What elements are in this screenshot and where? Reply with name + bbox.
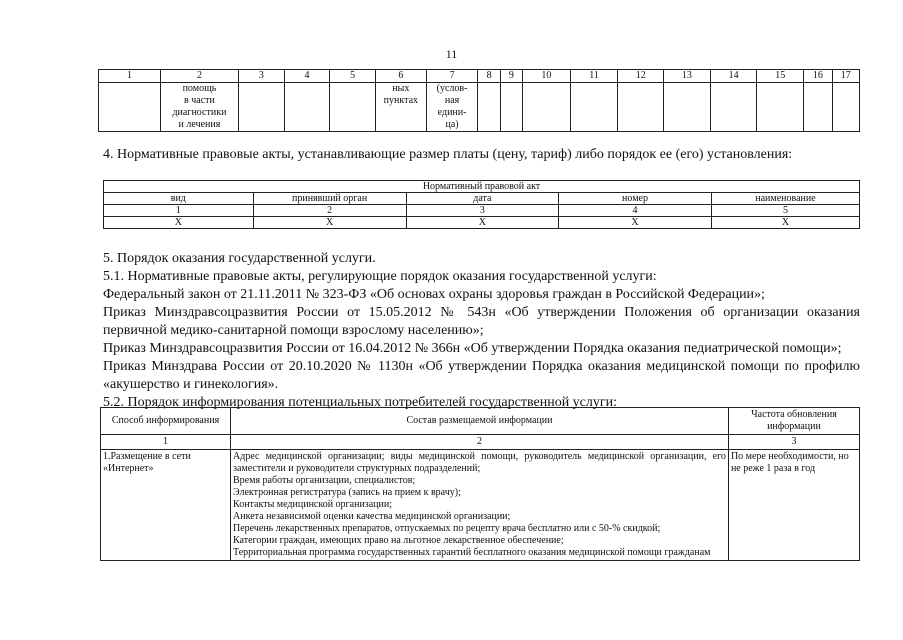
section-5-1-heading: 5.1. Нормативные правовые акты, регулирующие порядок оказания государственной услуги: (103, 269, 657, 284)
normative-acts-table (103, 180, 860, 229)
legal-act: Приказ Минздравсоцразвития России от 15.05.2012 № 543н «Об утверждении Положения об организации оказания первичной медико-санитарной помощи взрослому населению»; (103, 305, 860, 338)
table-cell: 1 (101, 435, 231, 450)
table-cell (832, 83, 859, 132)
column-number: 13 (664, 70, 711, 83)
table-cell: 4 (559, 205, 712, 217)
list-item: Время работы организации, специалистов; (233, 475, 416, 486)
section-5-heading: 5. Порядок оказания государственной услуги. (103, 251, 376, 266)
column-header: Частота обновления информации (728, 408, 859, 435)
table-header-row (101, 408, 860, 435)
table-cell (618, 83, 664, 132)
list-item: Электронная регистратура (запись на прием к врачу); (233, 487, 461, 498)
column-number: 17 (832, 70, 859, 83)
table-row (104, 217, 860, 229)
legal-act: Федеральный закон от 21.11.2011 № 323-ФЗ «Об основах охраны здоровья граждан в Российской Федерации»; (103, 287, 765, 302)
table-cell (330, 83, 376, 132)
column-number: 2 (160, 70, 238, 83)
table-cell (804, 83, 832, 132)
table-title: Нормативный правовой акт (104, 181, 860, 193)
informing-method: 1.Размещение в сети «Интернет» (101, 450, 231, 561)
table-cell (478, 83, 500, 132)
table-cell (99, 83, 161, 132)
column-header: дата (406, 193, 559, 205)
table-row (99, 83, 860, 132)
column-header: наименование (711, 193, 859, 205)
section-5-2-heading: 5.2. Порядок информирования потенциальных потребителей государственной услуги: (103, 395, 618, 410)
column-number: 4 (284, 70, 330, 83)
table-cell: X (711, 217, 859, 229)
table-cell: X (253, 217, 406, 229)
table-row (101, 435, 860, 450)
services-volume-table (98, 69, 860, 132)
table-cell: 3 (728, 435, 859, 450)
table-cell (284, 83, 330, 132)
section-5 (103, 250, 860, 412)
column-header: Состав размещаемой информации (231, 408, 729, 435)
column-number: 16 (804, 70, 832, 83)
table-row (101, 450, 860, 561)
table-cell: (услов- ная едини- ца) (426, 83, 478, 132)
column-number: 7 (426, 70, 478, 83)
column-number: 14 (710, 70, 757, 83)
table-header-row (99, 70, 860, 83)
table-cell (239, 83, 285, 132)
column-number: 5 (330, 70, 376, 83)
table-cell (500, 83, 522, 132)
list-item: Территориальная программа государственных гарантий бесплатного оказания медицинской помощи гражданам (233, 547, 711, 558)
table-cell: X (104, 217, 254, 229)
column-number: 3 (239, 70, 285, 83)
table-cell: X (559, 217, 712, 229)
table-cell: 3 (406, 205, 559, 217)
informing-table (100, 407, 860, 561)
list-item: Категории граждан, имеющих право на льготное лекарственное обеспечение; (233, 535, 564, 546)
table-cell: 1 (104, 205, 254, 217)
column-number: 11 (570, 70, 618, 83)
table-cell: 2 (253, 205, 406, 217)
column-number: 12 (618, 70, 664, 83)
column-number: 1 (99, 70, 161, 83)
table-cell: помощь в части диагностики и лечения (160, 83, 238, 132)
page-number: 11 (445, 47, 458, 61)
column-header: вид (104, 193, 254, 205)
table-cell (570, 83, 618, 132)
column-number: 15 (757, 70, 804, 83)
table-cell: 2 (231, 435, 729, 450)
table-cell (710, 83, 757, 132)
legal-act: Приказ Минздравсоцразвития России от 16.04.2012 № 366н «Об утверждении Порядка оказания педиатрической помощи»; (103, 341, 842, 356)
information-list (231, 450, 729, 561)
column-header: Способ информирования (101, 408, 231, 435)
table-cell (523, 83, 571, 132)
table-row (104, 205, 860, 217)
table-cell: ных пунктах (375, 83, 426, 132)
list-item: Адрес медицинской организации; виды медицинской помощи, руководитель медицинской организации, его заместители и руководители структурных подразделений; (233, 451, 726, 474)
column-number: 6 (375, 70, 426, 83)
list-item: Анкета независимой оценки качества медицинской организации; (233, 511, 511, 522)
table-header-row (104, 193, 860, 205)
table-cell: 5 (711, 205, 859, 217)
column-number: 10 (523, 70, 571, 83)
legal-act: Приказ Минздрава России от 20.10.2020 № 1130н «Об утверждении Порядка оказания медицинской помощи по профилю «акушерство и гинекология». (103, 359, 860, 392)
column-header: принявший орган (253, 193, 406, 205)
list-item: Перечень лекарственных препаратов, отпускаемых по рецепту врача бесплатно или с 50-% скидкой; (233, 523, 661, 534)
list-item: Контакты медицинской организации; (233, 499, 393, 510)
column-number: 9 (500, 70, 522, 83)
section-4-heading: 4. Нормативные правовые акты, устанавливающие размер платы (цену, тариф) либо порядок ее (его) установления: (103, 147, 793, 162)
table-cell (757, 83, 804, 132)
table-title-row (104, 181, 860, 193)
table-cell: X (406, 217, 559, 229)
table-cell (664, 83, 711, 132)
column-number: 8 (478, 70, 500, 83)
update-frequency: По мере необходимости, но не реже 1 раза в год (728, 450, 859, 561)
column-header: номер (559, 193, 712, 205)
